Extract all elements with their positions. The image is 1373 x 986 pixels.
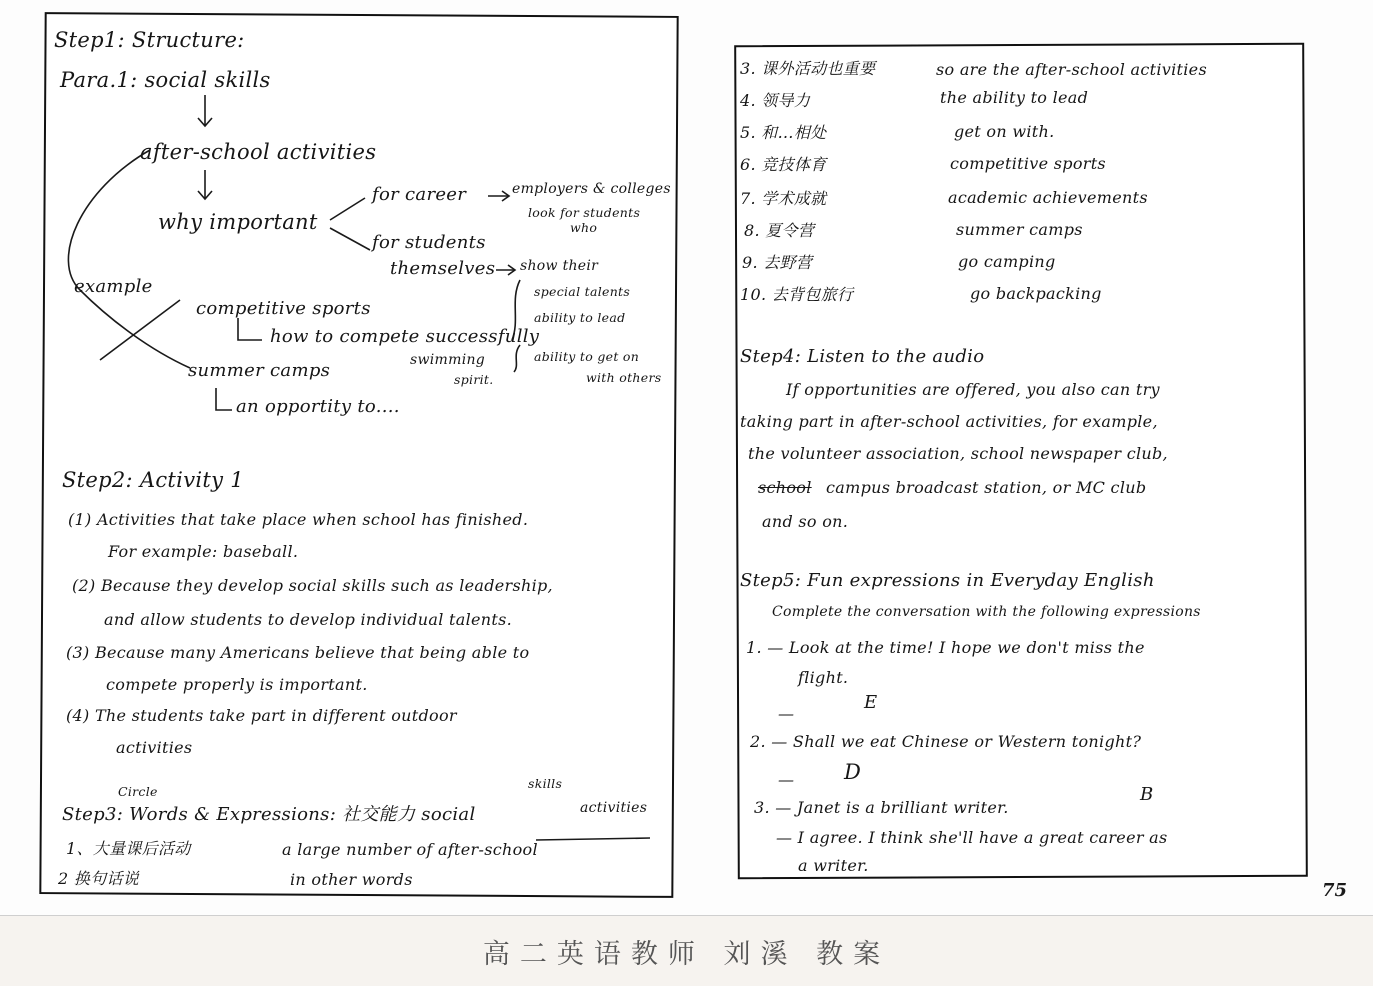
step4-line2: taking part in after-school activities, for example, [740,412,1158,431]
vocab-6-en: competitive sports [950,154,1106,173]
vocab-4-cn: 4. 领导力 [740,91,811,110]
employers-note: employers & colleges [512,181,671,197]
spirit-note: spirit. [454,372,494,387]
vocab-7-cn: 7. 学术成就 [740,189,827,208]
answer-1-line1: (1) Activities that take place when school has finished. [68,510,529,529]
vocab-10-en: go backpacking [970,284,1102,303]
step5-heading: Step5: Fun expressions in Everyday English [740,570,1155,591]
ability-get-on-note: ability to get on [534,349,640,364]
answer-4-line2: activities [116,738,193,757]
answer-2-line2: and allow students to develop individual talents. [104,610,513,629]
answer-3-line2: compete properly is important. [106,675,368,694]
step5-intro: Complete the conversation with the following expressions [772,604,1201,620]
answer-3-line1: (3) Because many Americans believe that being able to [66,643,530,662]
conversation-1-line2: flight. [798,668,849,687]
conversation-1-answer: E [864,692,878,713]
answer-4-line1: (4) The students take part in different outdoor [66,706,457,725]
vocab-3-en: so are the after-school activities [936,60,1207,79]
conversation-3-line2: — I agree. I think she'll have a great career as [776,828,1168,847]
conversation-3-answer: B [1140,784,1154,805]
step4-line1: If opportunities are offered, you also can try [786,380,1160,399]
ability-lead-note: ability to lead [534,310,626,325]
step1-heading: Step1: Structure: [54,28,245,52]
vocab-1-en: a large number of after-school [282,840,538,859]
themselves-node: themselves [390,258,496,279]
vocab-5-cn: 5. 和…相处 [740,123,827,142]
dash-2: — [778,770,795,789]
for-students-node: for students [372,232,486,253]
vocab-9-en: go camping [958,252,1056,271]
skills-note: skills [528,776,563,791]
activities-note: activities [580,800,648,816]
vocab-9-cn: 9. 去野营 [742,253,813,272]
conversation-3-line1: 3. — Janet is a brilliant writer. [754,798,1009,817]
step4-line3: the volunteer association, school newspaper club, [748,444,1168,463]
special-talents-note: special talents [534,284,631,299]
conversation-2-line1: 2. — Shall we eat Chinese or Western tonight? [750,732,1142,751]
answer-1-line2: For example: baseball. [108,542,299,561]
step4-heading: Step4: Listen to the audio [740,346,985,367]
vocab-8-cn: 8. 夏令营 [744,221,815,240]
conversation-1-line1: 1. — Look at the time! I hope we don't miss the [746,638,1145,657]
example-label: example [74,276,153,297]
vocab-2-cn: 2 换句话说 [58,869,140,888]
answer-2-line1: (2) Because they develop social skills such as leadership, [72,576,553,595]
conversation-2-answer: D [844,760,862,784]
vocab-10-cn: 10. 去背包旅行 [740,285,854,304]
page-number: 75 [1322,880,1348,901]
show-their-note: show their [520,258,599,274]
with-others-note: with others [586,370,662,385]
step4-line5: and so on. [762,512,849,531]
how-to-compete-node: how to compete successfully [270,326,540,347]
vocab-6-cn: 6. 竞技体育 [740,155,827,174]
footer-caption: 高二英语教师 刘溪 教案 [482,938,891,970]
look-for-note: look for students [528,205,641,220]
step3-heading: Step3: Words & Expressions: 社交能力 social [62,804,476,825]
vocab-1-cn: 1、大量课后活动 [66,839,191,858]
who-note: who [570,220,598,235]
competitive-sports-node: competitive sports [196,298,371,319]
dash-1: — [778,704,795,723]
para1-label: Para.1: social skills [60,68,271,92]
summer-camps-node: summer camps [188,360,331,381]
vocab-3-cn: 3. 课外活动也重要 [740,59,876,78]
step4-line4: campus broadcast station, or MC club [826,478,1147,497]
step2-heading: Step2: Activity 1 [62,468,244,492]
circle-note: Circle [118,784,158,799]
vocab-4-en: the ability to lead [940,88,1089,107]
for-career-node: for career [372,184,467,205]
step4-strike-word: school [758,478,812,497]
why-important-node: why important [158,210,318,234]
vocab-5-en: get on with. [954,122,1055,141]
swimming-note: swimming [410,352,486,368]
opportunity-node: an opportity to.... [236,396,400,417]
after-school-node: after-school activities [140,140,377,164]
footer-bar [0,916,1373,986]
vocab-8-en: summer camps [956,220,1083,239]
vocab-2-en: in other words [290,870,413,889]
conversation-3-line3: a writer. [798,856,869,875]
vocab-7-en: academic achievements [948,188,1148,207]
